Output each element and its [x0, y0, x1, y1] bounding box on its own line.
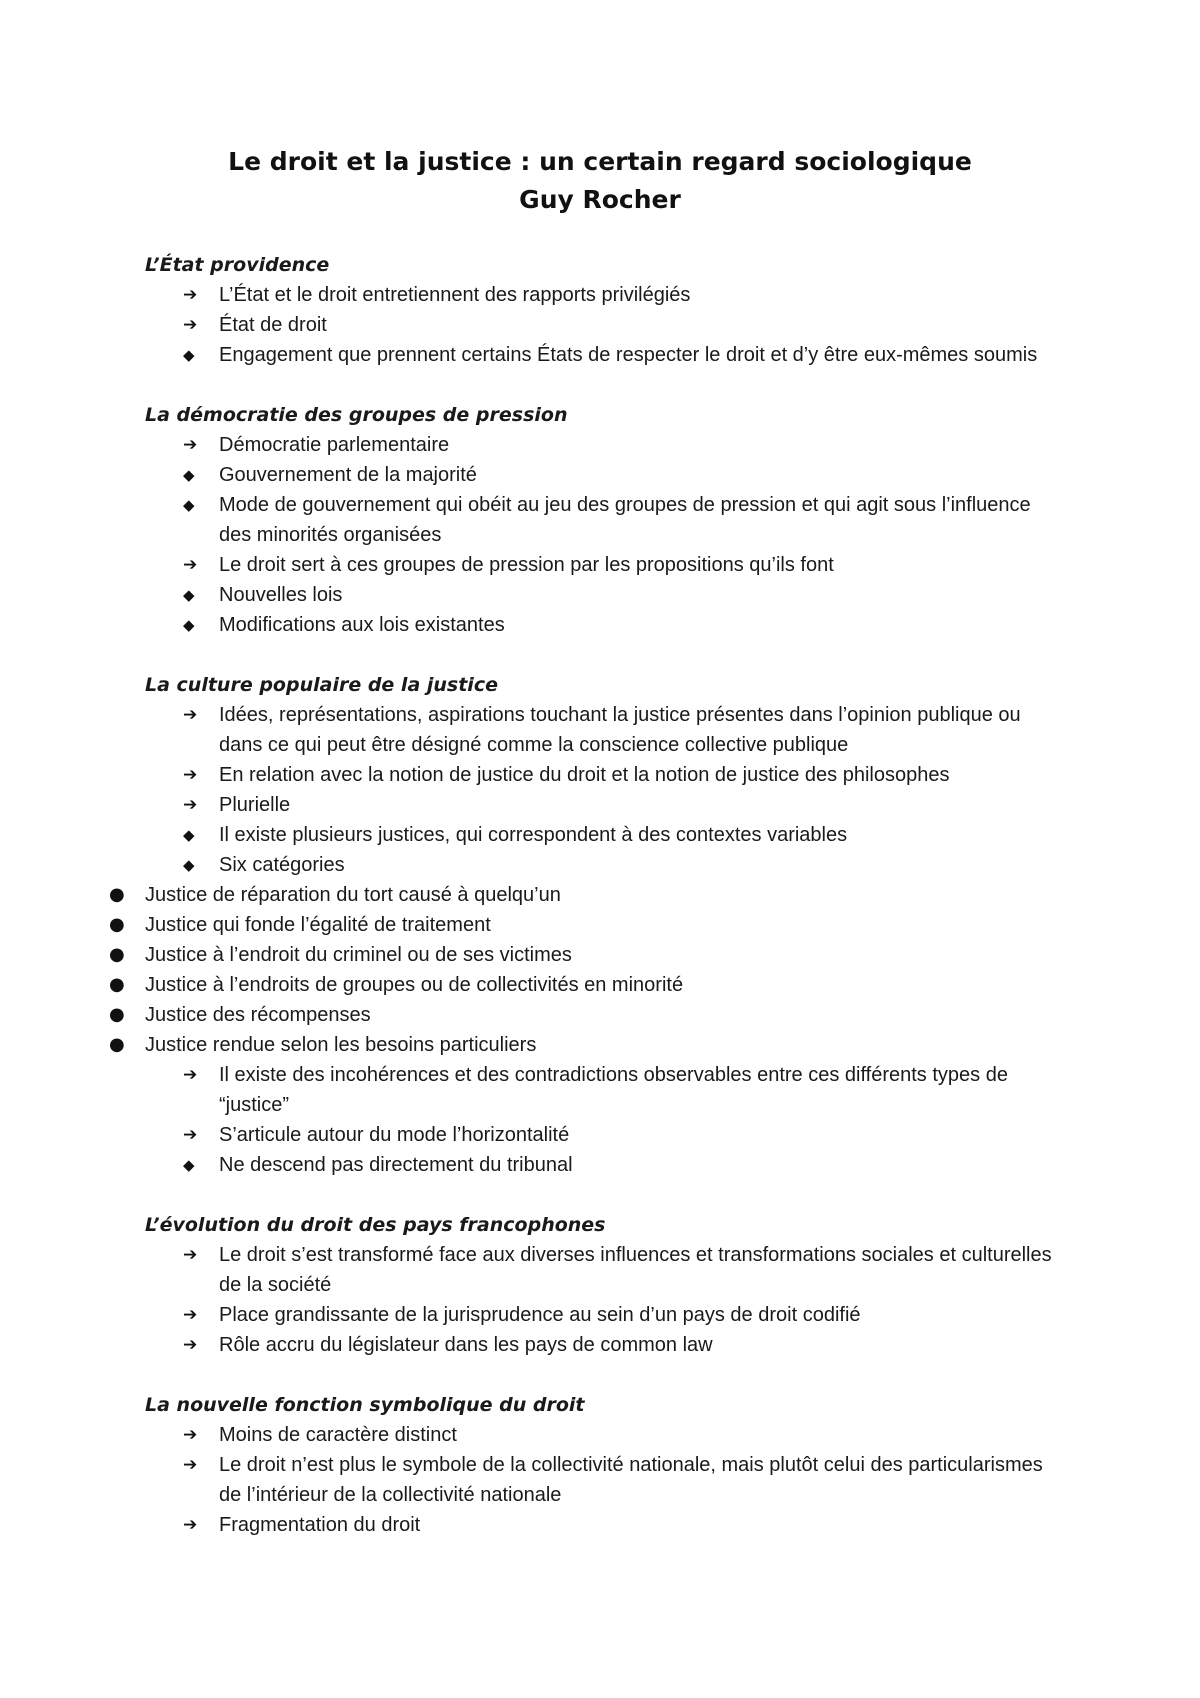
- section-heading: La démocratie des groupes de pression: [145, 404, 568, 426]
- arrow-bullet-icon: ➔: [183, 1065, 198, 1085]
- list-item-text: Engagement que prennent certains États de respecter le droit et d’y être eux-mêmes soumis: [219, 344, 1038, 366]
- bullet-list-level-1: [145, 1240, 1065, 1360]
- list-item-text: Fragmentation du droit: [219, 1514, 421, 1536]
- bullet-list-level-3: [0, 880, 1065, 1060]
- list-item-text: Il existe des incohérences et des contradictions observables entre ces différents types de “justice”: [219, 1064, 1008, 1116]
- list-item-text: Plurielle: [219, 794, 291, 816]
- bullet-list-level-2: [71, 1150, 1065, 1180]
- list-item: [71, 340, 1065, 370]
- list-item: [145, 1300, 1065, 1330]
- arrow-bullet-icon: ➔: [183, 795, 198, 815]
- list-item-text: En relation avec la notion de justice du droit et la notion de justice des philosophes: [219, 764, 950, 786]
- circle-bullet-icon: ●: [109, 974, 125, 995]
- diamond-bullet-icon: ◆: [183, 856, 195, 874]
- arrow-bullet-icon: ➔: [183, 1515, 198, 1535]
- sublist-container: [145, 460, 1065, 550]
- list-item-text: Justice de réparation du tort causé à quelqu’un: [145, 884, 561, 906]
- list-item-text: Place grandissante de la jurisprudence au sein d’un pays de droit codifié: [219, 1304, 861, 1326]
- list-item: [0, 940, 1065, 970]
- list-item: [0, 1000, 1065, 1030]
- list-item-text: Justice rendue selon les besoins particuliers: [145, 1034, 537, 1056]
- arrow-bullet-icon: ➔: [183, 765, 198, 785]
- list-item-text: L’État et le droit entretiennent des rapports privilégiés: [219, 284, 691, 306]
- sublist-container: [145, 1150, 1065, 1180]
- arrow-bullet-icon: ➔: [183, 315, 198, 335]
- arrow-bullet-icon: ➔: [183, 1335, 198, 1355]
- list-item-text: Justice qui fonde l’égalité de traitement: [145, 914, 491, 936]
- circle-bullet-icon: ●: [109, 1034, 125, 1055]
- arrow-bullet-icon: ➔: [183, 1305, 198, 1325]
- circle-bullet-icon: ●: [109, 944, 125, 965]
- list-item-text: S’articule autour du mode l’horizontalité: [219, 1124, 570, 1146]
- sublist-container: [71, 880, 1065, 1060]
- sublist-container: [145, 580, 1065, 640]
- bullet-list-level-1: [145, 280, 1065, 370]
- list-item: [145, 430, 1065, 460]
- list-item-text: Six catégories: [219, 854, 345, 876]
- list-item-text: Justice des récompenses: [145, 1004, 371, 1026]
- list-item-text: Mode de gouvernement qui obéit au jeu des groupes de pression et qui agit sous l’influence des minorités organisées: [219, 494, 1031, 546]
- list-item: [71, 490, 1065, 550]
- diamond-bullet-icon: ◆: [183, 616, 195, 634]
- list-item: [145, 1510, 1065, 1540]
- list-item-text: Il existe plusieurs justices, qui correspondent à des contextes variables: [219, 824, 848, 846]
- list-item-text: État de droit: [219, 314, 327, 336]
- diamond-bullet-icon: ◆: [183, 496, 195, 514]
- sublist-container: [145, 340, 1065, 370]
- sublist-container: [109, 820, 1065, 1060]
- list-item: [145, 1330, 1065, 1360]
- list-item-text: Justice à l’endroits de groupes ou de collectivités en minorité: [145, 974, 684, 996]
- arrow-bullet-icon: ➔: [183, 435, 198, 455]
- section: [145, 400, 1065, 640]
- list-item: [145, 310, 1065, 340]
- diamond-bullet-icon: ◆: [183, 1156, 195, 1174]
- list-item: [145, 280, 1065, 310]
- list-item-text: Le droit s’est transformé face aux diverses influences et transformations sociales et culturelles de la société: [219, 1244, 1052, 1296]
- diamond-bullet-icon: ◆: [183, 466, 195, 484]
- bullet-list-level-2: [71, 340, 1065, 370]
- arrow-bullet-icon: ➔: [183, 1425, 198, 1445]
- list-item: [145, 550, 1065, 580]
- list-item: [71, 850, 1065, 880]
- list-item-text: Modifications aux lois existantes: [219, 614, 505, 636]
- bullet-list-level-1: [145, 430, 1065, 640]
- section-heading: La culture populaire de la justice: [145, 674, 498, 696]
- document-body: [109, 250, 1065, 1570]
- list-item: [145, 760, 1065, 790]
- list-item-text: Nouvelles lois: [219, 584, 343, 606]
- list-item-text: Justice à l’endroit du criminel ou de ses victimes: [145, 944, 572, 966]
- list-item-text: Rôle accru du législateur dans les pays de common law: [219, 1334, 713, 1356]
- list-item: [145, 1450, 1065, 1510]
- section: [109, 670, 1065, 1180]
- list-item: [145, 1120, 1065, 1150]
- bullet-list-level-2: [71, 580, 1065, 640]
- list-item-text: Idées, représentations, aspirations touchant la justice présentes dans l’opinion publique ou dans ce qui peut être désigné comme la conscience collective publique: [219, 704, 1021, 756]
- list-item: [145, 1240, 1065, 1300]
- list-item: [71, 1150, 1065, 1180]
- list-item: [71, 460, 1065, 490]
- list-item-text: Le droit n’est plus le symbole de la collectivité nationale, mais plutôt celui des particularismes de l’intérieur de la collectivité nationale: [219, 1454, 1043, 1506]
- arrow-bullet-icon: ➔: [183, 1125, 198, 1145]
- section-heading: L’État providence: [145, 254, 330, 276]
- list-item: [0, 880, 1065, 910]
- section-heading: La nouvelle fonction symbolique du droit: [145, 1394, 585, 1416]
- list-item-text: Démocratie parlementaire: [219, 434, 450, 456]
- arrow-bullet-icon: ➔: [183, 1245, 198, 1265]
- title-block: [0, 143, 1200, 219]
- list-item: [0, 910, 1065, 940]
- list-item: [145, 700, 1065, 760]
- diamond-bullet-icon: ◆: [183, 826, 195, 844]
- arrow-bullet-icon: ➔: [183, 555, 198, 575]
- diamond-bullet-icon: ◆: [183, 346, 195, 364]
- bullet-list-level-2: [71, 820, 1065, 1060]
- list-item-text: Moins de caractère distinct: [219, 1424, 457, 1446]
- circle-bullet-icon: ●: [109, 1004, 125, 1025]
- circle-bullet-icon: ●: [109, 914, 125, 935]
- document-author: Guy Rocher: [519, 185, 681, 214]
- list-item-text: Gouvernement de la majorité: [219, 464, 477, 486]
- section: [145, 1390, 1065, 1540]
- arrow-bullet-icon: ➔: [183, 705, 198, 725]
- bullet-list-level-2: [71, 460, 1065, 550]
- section-heading: L’évolution du droit des pays francophones: [145, 1214, 606, 1236]
- list-item: [71, 580, 1065, 610]
- section: [145, 250, 1065, 370]
- list-item: [145, 1060, 1065, 1120]
- bullet-list-level-1: [145, 1420, 1065, 1540]
- list-item: [145, 790, 1065, 820]
- list-item: [71, 610, 1065, 640]
- list-item: [71, 820, 1065, 850]
- document-title: Le droit et la justice : un certain regard sociologique: [228, 147, 972, 176]
- arrow-bullet-icon: ➔: [183, 285, 198, 305]
- bullet-list-level-1: [109, 700, 1065, 1180]
- arrow-bullet-icon: ➔: [183, 1455, 198, 1475]
- list-item: [0, 970, 1065, 1000]
- circle-bullet-icon: ●: [109, 884, 125, 905]
- list-item: [0, 1030, 1065, 1060]
- diamond-bullet-icon: ◆: [183, 586, 195, 604]
- section: [145, 1210, 1065, 1360]
- list-item-text: Ne descend pas directement du tribunal: [219, 1154, 573, 1176]
- list-item-text: Le droit sert à ces groupes de pression par les propositions qu’ils font: [219, 554, 834, 576]
- list-item: [145, 1420, 1065, 1450]
